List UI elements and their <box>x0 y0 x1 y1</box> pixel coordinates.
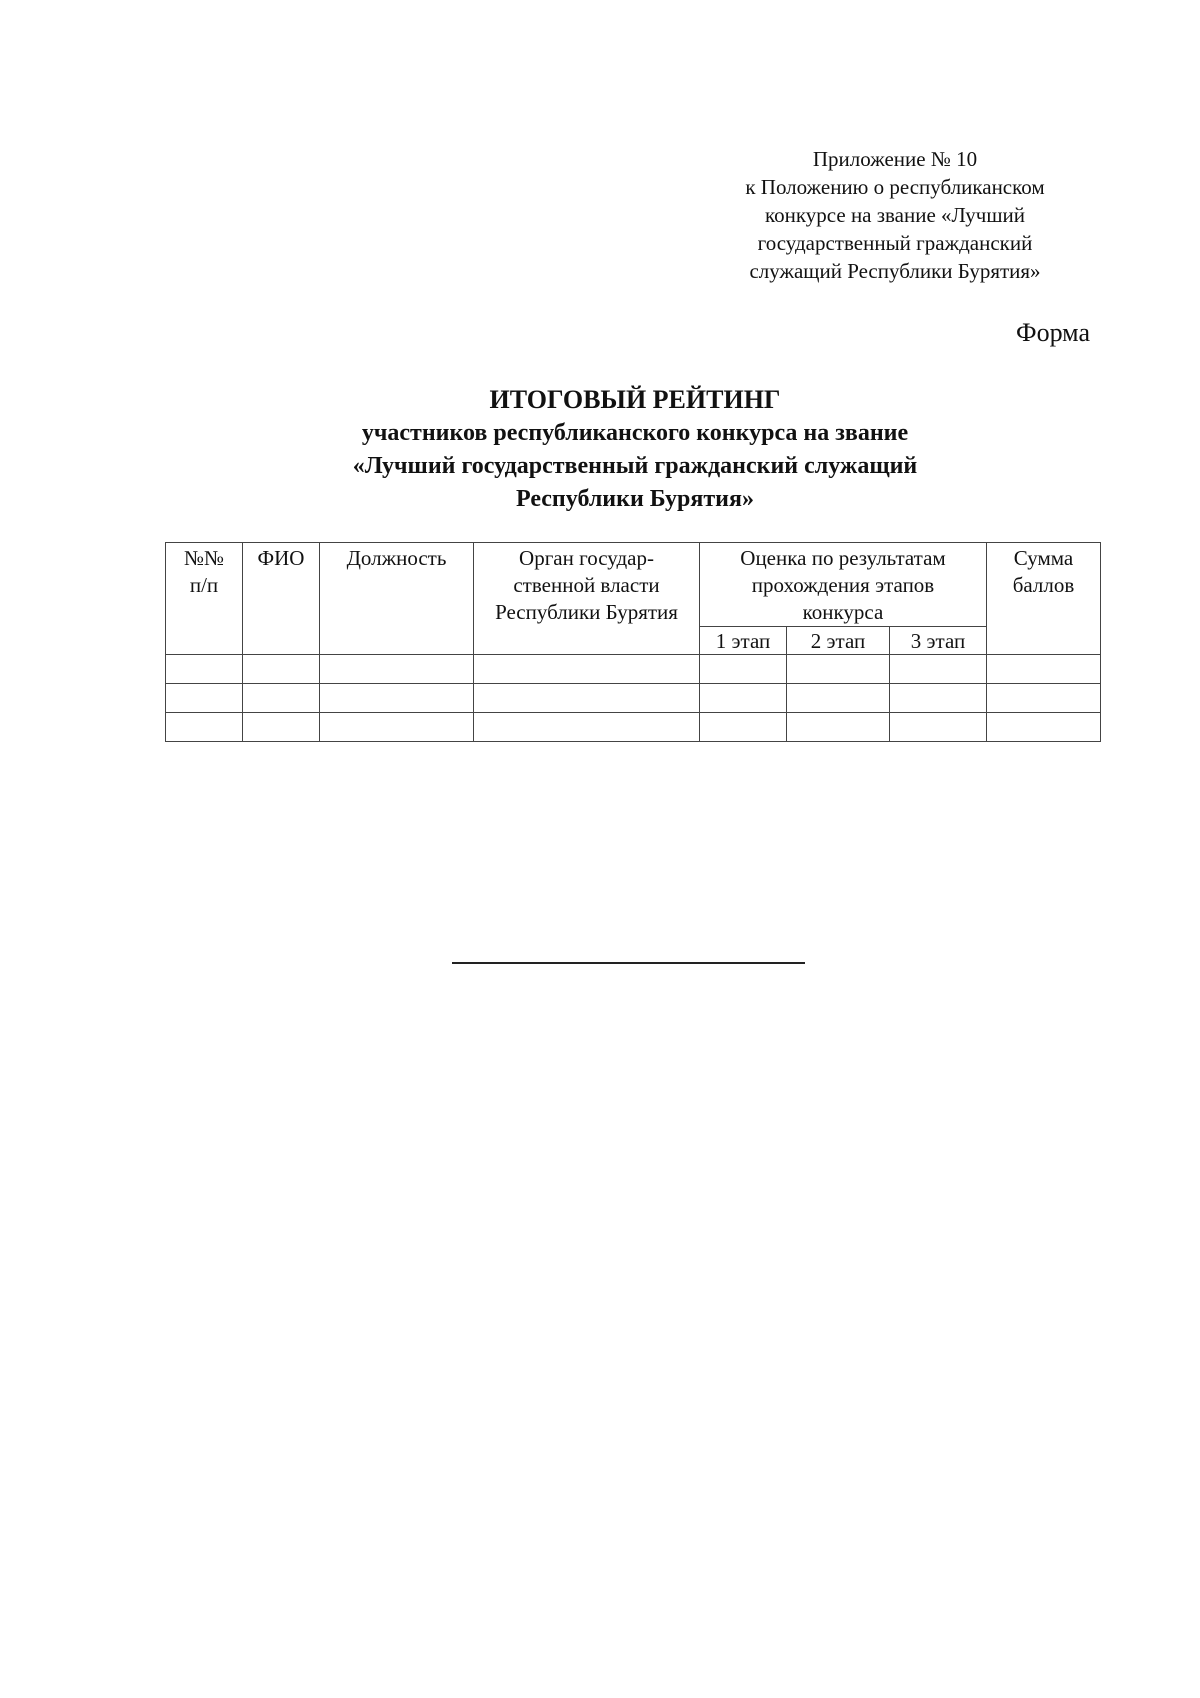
table-cell <box>890 713 987 742</box>
appendix-line: Приложение № 10 <box>812 147 978 171</box>
header-stage-2: 2 этап <box>787 627 890 655</box>
table-cell <box>474 713 700 742</box>
table-cell <box>890 655 987 684</box>
table-cell <box>987 684 1101 713</box>
form-label: Форма <box>1016 318 1090 347</box>
table-cell <box>987 713 1101 742</box>
header-assessment-line: конкурса <box>802 600 884 624</box>
table-cell <box>700 684 787 713</box>
header-assessment-line: Оценка по результатам <box>740 546 946 570</box>
header-fio: ФИО <box>243 543 320 655</box>
table-cell <box>166 655 243 684</box>
header-total <box>987 543 1101 655</box>
table-cell <box>320 713 474 742</box>
table-cell <box>787 655 890 684</box>
table-cell <box>787 684 890 713</box>
table-row <box>166 655 1101 684</box>
header-authority-line: ственной власти <box>513 573 660 597</box>
table-cell <box>320 684 474 713</box>
header-stage-1: 1 этап <box>700 627 787 655</box>
document-heading <box>200 383 1070 516</box>
document-subtitle-line: участников республиканского конкурса на звание <box>361 420 909 446</box>
table-cell <box>987 655 1101 684</box>
header-total-line: Сумма <box>1013 546 1074 570</box>
table-row <box>166 713 1101 742</box>
table-cell <box>166 684 243 713</box>
appendix-line: конкурсе на звание «Лучший <box>765 203 1025 227</box>
end-divider <box>452 962 805 964</box>
table-header-row <box>166 543 1101 627</box>
document-subtitle-line: Республики Бурятия» <box>515 486 754 512</box>
header-authority-line: Орган государ- <box>519 546 654 570</box>
header-number-line: №№ <box>183 546 225 570</box>
appendix-line: служащий Республики Бурятия» <box>749 259 1041 283</box>
appendix-line: государственный гражданский <box>757 231 1033 255</box>
table-cell <box>787 713 890 742</box>
table-cell <box>700 713 787 742</box>
header-assessment-line: прохождения этапов <box>751 573 935 597</box>
header-total-line: баллов <box>1012 573 1075 597</box>
appendix-block <box>700 145 1090 285</box>
header-assessment <box>700 543 987 627</box>
table-cell <box>700 655 787 684</box>
table-cell <box>890 684 987 713</box>
header-position: Должность <box>320 543 474 655</box>
header-authority-line: Республики Бурятия <box>495 600 678 624</box>
table-cell <box>320 655 474 684</box>
document-subtitle-line: «Лучший государственный гражданский служащий <box>352 453 918 479</box>
header-stage-3: 3 этап <box>890 627 987 655</box>
header-authority <box>474 543 700 655</box>
appendix-line: к Положению о республиканском <box>745 175 1045 199</box>
header-number <box>166 543 243 655</box>
table-cell <box>474 655 700 684</box>
rating-table <box>165 542 1101 742</box>
header-number-line: п/п <box>189 573 219 597</box>
document-title: ИТОГОВЫЙ РЕЙТИНГ <box>489 385 781 414</box>
table-cell <box>474 684 700 713</box>
table-row <box>166 684 1101 713</box>
table-cell <box>243 684 320 713</box>
table-cell <box>243 713 320 742</box>
table-cell <box>243 655 320 684</box>
table-cell <box>166 713 243 742</box>
